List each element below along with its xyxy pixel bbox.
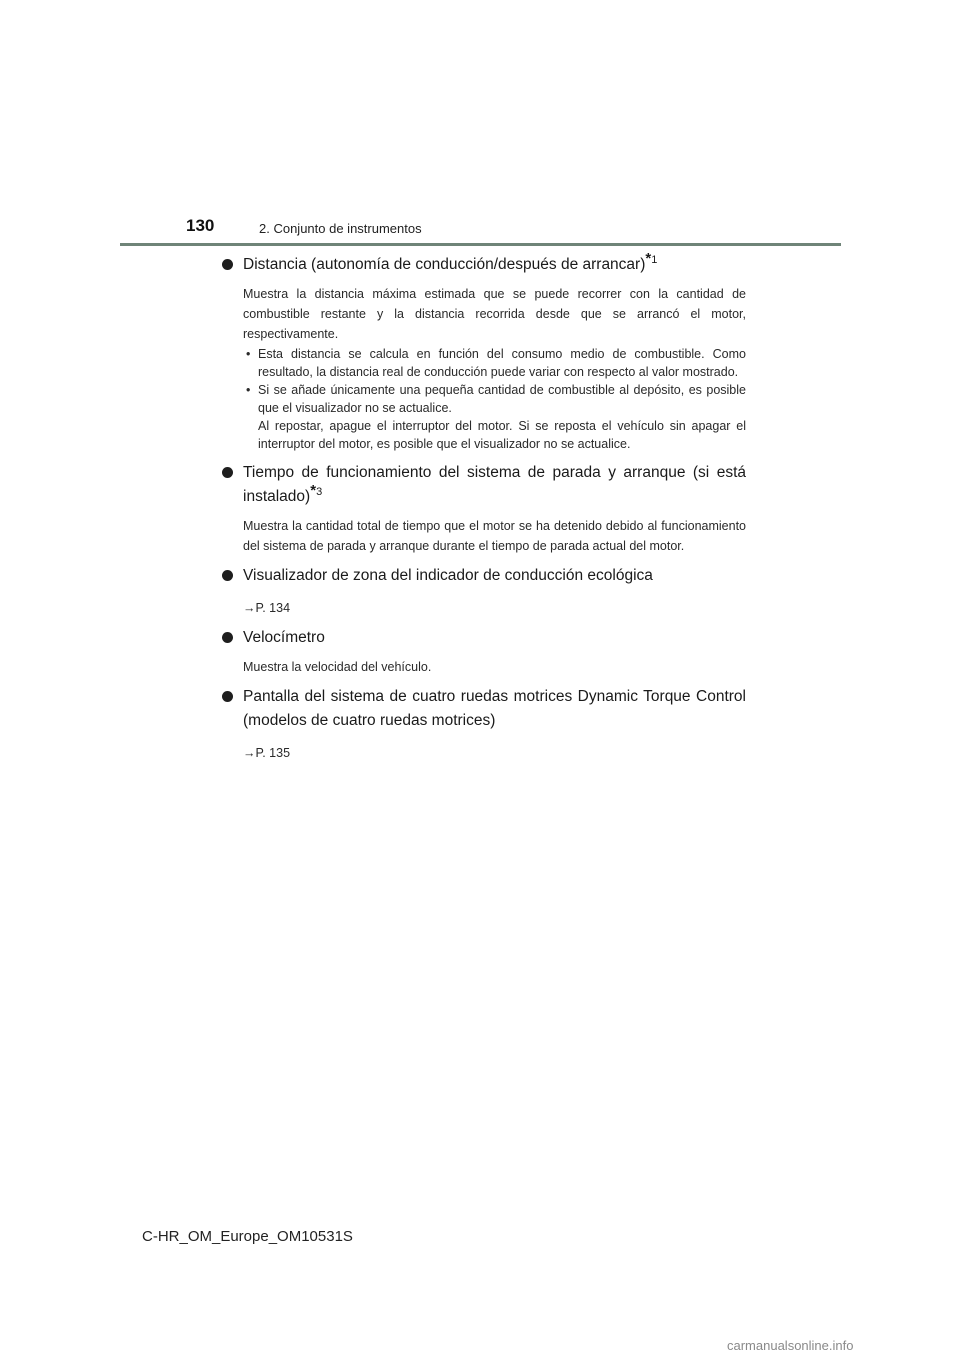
page-header (0, 0, 960, 250)
section-title: Pantalla del sistema de cuatro ruedas motrices Dynamic Torque Control (modelos de cuatro ruedas motrices) (243, 688, 746, 729)
note-item: • Si se añade únicamente una pequeña cantidad de combustible al depósito, es posible que el visualizador no se actualice. (246, 383, 746, 415)
section-description: Muestra la velocidad del vehículo. (243, 660, 432, 674)
section-description: Muestra la distancia máxima estimada que se puede recorrer con la cantidad de combustible restante y la distancia recorrida desde que se arrancó el motor, respectivamente. (243, 287, 746, 341)
section-speedometer (220, 626, 746, 677)
page-content (220, 249, 746, 771)
section-distance (220, 249, 746, 453)
section-title: Velocímetro (243, 629, 325, 646)
section-description: Muestra la cantidad total de tiempo que el motor se ha detenido debido al funcionamiento del sistema de parada y arranque durante el tiempo de parada actual del motor. (243, 519, 746, 553)
bullet-icon (222, 570, 233, 581)
section-title: Distancia (autonomía de conducción/después de arrancar)$^{*1}$ (243, 249, 658, 273)
note-list (243, 345, 746, 453)
page-reference-link[interactable]: →P. 135 (243, 746, 291, 760)
bullet-icon (222, 259, 233, 270)
section-title: Visualizador de zona del indicador de conducción ecológica (243, 567, 653, 584)
chapter-title: 2. Conjunto de instrumentos (259, 221, 422, 236)
small-bullet-icon: • (246, 347, 251, 361)
header-divider (120, 243, 841, 246)
note-item: • Esta distancia se calcula en función del consumo medio de combustible. Como resultado, la distancia real de conducción puede variar con respecto al valor mostrado. (246, 347, 746, 379)
section-title: Tiempo de funcionamiento del sistema de parada y arranque (si está instalado)$^{*3}$ (243, 464, 746, 505)
section-eco-indicator (220, 564, 746, 618)
section-awd-display (220, 685, 746, 763)
note-item-continued: Al repostar, apague el interruptor del motor. Si se reposta el vehículo sin apagar el interruptor del motor, es posible que el visualizador no se actualice. (258, 419, 746, 451)
bullet-icon (222, 632, 233, 643)
small-bullet-icon: • (246, 383, 251, 397)
section-stop-start-time (220, 461, 746, 556)
bullet-icon (222, 467, 233, 478)
bullet-icon (222, 691, 233, 702)
watermark: carmanualsonline.info (727, 1338, 854, 1353)
page-number: 130 (186, 216, 215, 235)
document-id: C-HR_OM_Europe_OM10531S (142, 1228, 353, 1245)
page-reference-link[interactable]: →P. 134 (243, 601, 291, 615)
